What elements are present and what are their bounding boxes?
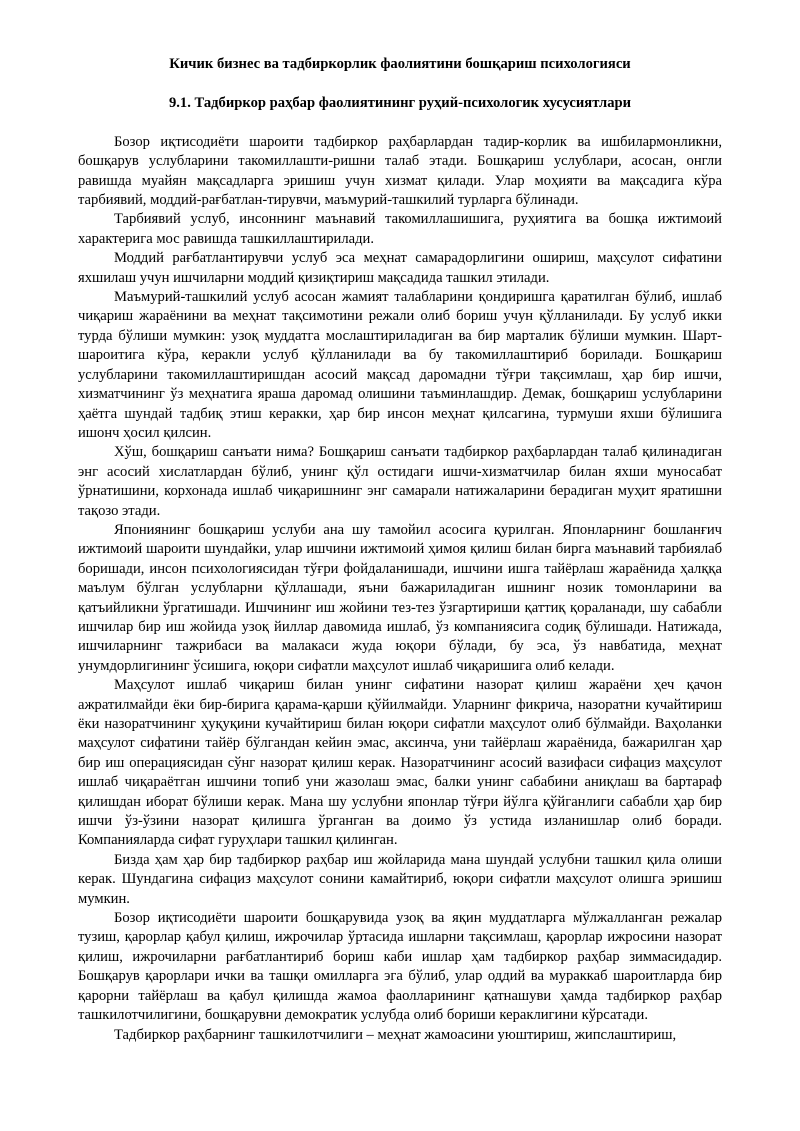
document-body (78, 133, 722, 1045)
paragraph: Япониянинг бошқариш услуби ана шу тамойил асосига қурилган. Японларнинг бошланғич ижтимоий шароити шундайки, улар ишчини ижтимоий ҳимоя қилиш билан бирга маънавий тарбиялаб боришади, инсон психологиясидан тўғри фойдаланишади, ишчини ишга тайёрлаш жараёнида ҳалққа маълум бўлган услубларни қўллашади, яъни бажариладиган ишнинг нозик томонларини ва қатъийликни ўргатишади. Ишчининг иш жойини тез-тез ўзгартириши қаттиқ қораланади, шу сабабли ишчилар бир иш жойида узоқ йиллар давомида ишлаб, ўз компаниясига содиқ бўлишади. Натижада, ишчиларнинг тажрибаси ва малакаси жуда юқори бўлади, бу эса, ўз навбатида, меҳнат унумдорлигининг ўсишига, юқори сифатли маҳсулот ишлаб чиқаришига олиб келади. (78, 521, 722, 674)
paragraph: Маҳсулот ишлаб чиқариш билан унинг сифатини назорат қилиш жараёни ҳеч қачон ажратилмайди ёки бир-бирига қарама-қарши қўйилмайди. Уларнинг фикрича, назоратни кучайтириш ёки назоратчининг ҳуқуқини кучайтириш билан юқори сифатли маҳсулот олиб бўлмайди. Ваҳоланки маҳсулот сифатини тайёр бўлгандан кейин эмас, аксинча, уни тайёрлаш жараёнида, бажарилган ҳар бир иш операциясидан сўнг назорат қилиш керак. Назоратчининг асосий вазифаси сифациз маҳсулот ишлаб чиқараётган ишчини топиб уни жазолаш эмас, балки унинг сабабини аниқлаш ва бартараф қилишдан иборат бўлиши керак. Мана шу услубни японлар тўғри йўлга қўйганлиги сабабли ҳар бир ишчи ўз-ўзини назорат қилишга ўрганган ва доимо ўз устида изланишлар олиб боради. Компанияларда сифат гуруҳлари ташкил қилинган. (78, 677, 722, 849)
paragraph: Бозор иқтисодиёти шароити тадбиркор раҳбарлардан тадир-корлик ва ишбилармонликни, бошқарув услубларини такомиллашти-ришни талаб этади. Бошқариш услублари, асосан, онгли равишда муайян мақсадларга эришиш учун хизмат қилади. Улар моҳияти ва мақсадига кўра тарбиявий, моддий-рағбатлан-тирувчи, маъмурий-ташкилий турларга бўлинади. (78, 133, 722, 209)
document-title: Кичик бизнес ва тадбиркорлик фаолиятини бошқариш психологияси (169, 56, 631, 72)
section-title: 9.1. Тадбиркор раҳбар фаолиятининг руҳий-психологик хусусиятлари (168, 95, 632, 112)
paragraph: Бозор иқтисодиёти шароити бошқарувида узоқ ва яқин муддатларга мўлжалланган режалар тузиш, қарорлар қабул қилиш, ижрочилар ўртасида ишларни тақсимлаш, қарорлар ижросини назорат қилиш, ижрочиларни рағбатлантириб бориш каби ишлар ҳам тадбиркор раҳбар зиммасидадир. Бошқарув қарорлари ички ва ташқи омилларга эга бўлиб, улар оддий ва мураккаб шароитларда бир қарорни тайёрлаш ва қабул қилишда жамоа фаолларининг қатнашуви ҳамда тадбиркор раҳбар ташкилотчилигини, бошқарувни демократик услубда олиб бориши кераклигини кўрсатади. (78, 910, 722, 1024)
paragraph: Тарбиявий услуб, инсоннинг маънавий такомиллашишига, руҳиятига ва бошқа ижтимоий характерига мос равишда ташкиллаштирилади. (78, 211, 722, 247)
paragraph: Тадбиркор раҳбарнинг ташкилотчилиги – меҳнат жамоасини уюштириш, жипслаштириш, (114, 1026, 677, 1043)
paragraph: Маъмурий-ташкилий услуб асосан жамият талабларини қондиришга қаратилган бўлиб, ишлаб чиқариш жараёнини ва меҳнат тақсимотини режали олиб бориш учун қўлланилади. Бу услуб икки турда бўлиши мумкин: узоқ муддатга мослаштириладиган ва бир марталик бўлиши мумкин. Шарт-шароитига кўра, керакли услуб қўлланилади ва бу такомиллаштириб борилади. Бошқариш услубларини такомиллаштиришдан асосий мақсад даромадни тўғри тақсимлаш, ҳар бир ишчи, хизматчининг ўз меҳнатига яраша даромад олишини таъминлашдир. Демак, бошқариш услубларини ҳаётга шундай тадбиқ этиш керакки, ҳар бир инсон меҳнат қилсагина, турмуши яхши бўлишига ишонч ҳосил қилсин. (78, 289, 722, 441)
paragraph: Моддий рағбатлантирувчи услуб эса меҳнат самарадорлигини ошириш, маҳсулот сифатини яхшилаш учун ишчиларни моддий қизиқтириш мақсадида ташкил этилади. (78, 250, 722, 286)
paragraph: Бизда ҳам ҳар бир тадбиркор раҳбар иш жойларида мана шундай услубни ташкил қила олиши керак. Шундагина сифациз маҳсулот сонини камайтириб, юқори сифатли маҳсулот олишга эришиш мумкин. (78, 851, 722, 907)
paragraph: Хўш, бошқариш санъати нима? Бошқариш санъати тадбиркор раҳбарлардан талаб қилинадиган энг асосий хислатлардан бўлиб, унинг қўл остидаги ишчи-хизматчилар билан яхши муносабат ўрнатишини, корхонада ишлаб чиқаришнинг энг самарали натижаларини берадиган муҳит яратишни тақозо этади. (78, 444, 722, 519)
